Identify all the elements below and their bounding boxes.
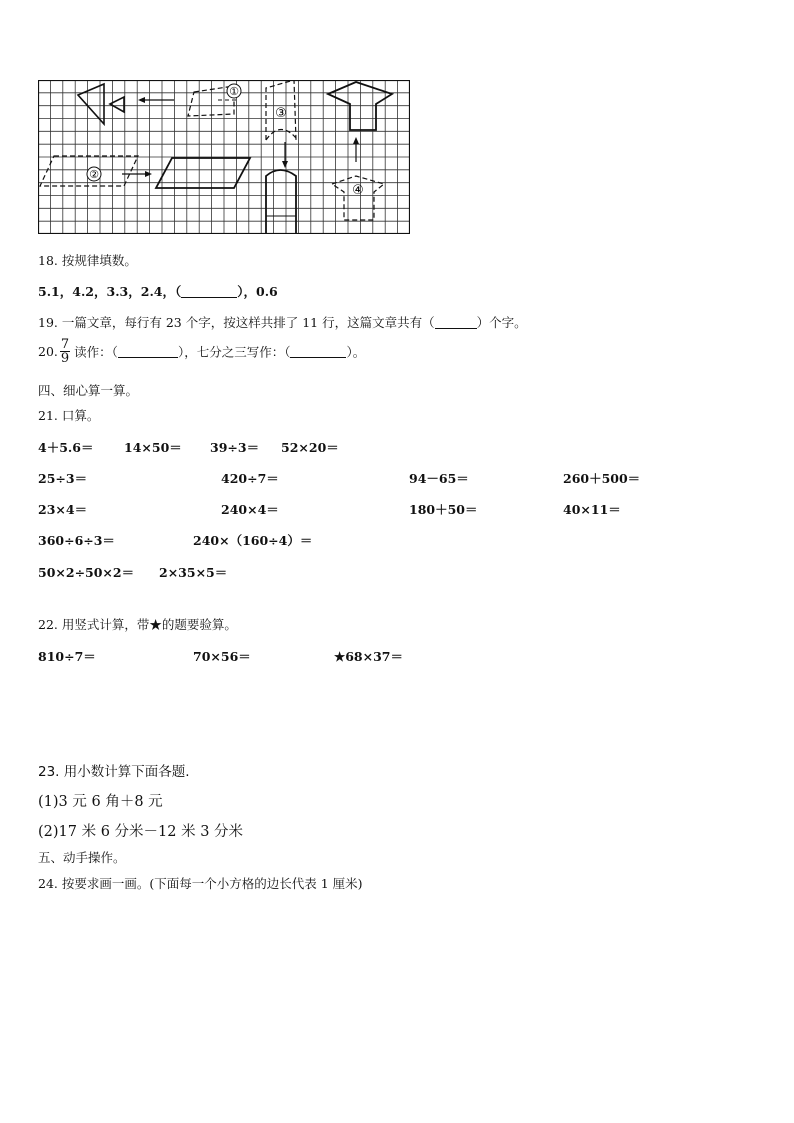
q19-text: 一篇文章，每行有 23 个字，按这样共排了 11 行，这篇文章共有（ [61,315,435,330]
q20-write-blank[interactable] [290,345,346,358]
q20-read-blank[interactable] [118,345,178,358]
solid-parallelogram [156,158,250,188]
calc-item: 50×2÷50×2＝ [38,565,135,580]
q24-prompt: 按要求画一画。(下面每一个小方格的边长代表 1 厘米) [61,876,363,891]
calc-item: 94－65＝ [409,471,469,486]
q18-number: 18. [38,253,58,268]
q23-prompt: 用小数计算下面各题. [63,764,190,780]
calc-item: 52×20＝ [281,440,339,455]
calc-item: 4＋5.6＝ [38,440,94,455]
section-4-title: 四、细心算一算。 [38,383,139,398]
q19-answer-blank[interactable] [435,316,477,329]
calc-item: 23×4＝ [38,502,88,517]
calc-item: 240×4＝ [221,502,279,517]
label-2: ② [89,168,99,181]
label-1: ① [229,85,239,98]
label-4: ④ [352,183,364,198]
calc-item: 39÷3＝ [210,440,260,455]
calc-item: 25÷3＝ [38,471,88,486]
vertical-calc-item: ★68×37＝ [334,649,403,664]
q23-item-1: (1)3 元 6 角＋8 元 [38,794,163,810]
solid-arch-shape [266,170,296,233]
q20-fraction: $\frac{7}{9}$ [60,337,70,366]
calc-item: 180＋50＝ [409,502,478,517]
calc-item: 40×11＝ [563,502,621,517]
q18-sequence: 5.1，4.2，3.3，2.4，（ ），0.6 [38,284,278,299]
calc-item: 14×50＝ [124,440,182,455]
q23-item-2: (2)17 米 6 分米－12 米 3 分米 [38,824,244,840]
question-23: 23. 用小数计算下面各题. [38,764,190,780]
q21-prompt: 口算。 [61,408,100,423]
label-3: ③ [275,106,287,121]
calc-item: 260＋500＝ [563,471,641,486]
question-19: 19. 一篇文章，每行有 23 个字，按这样共排了 11 行，这篇文章共有（ ）个字。 [38,315,527,330]
calc-item: 2×35×5＝ [159,565,228,580]
calc-item: 240×（160÷4）＝ [193,533,313,548]
question-22: 22. 用竖式计算，带★的题要验算。 [38,617,237,632]
q18-answer-blank[interactable] [181,285,237,298]
vertical-calc-item: 810÷7＝ [38,649,96,664]
section-5-title: 五、动手操作。 [38,850,126,865]
question-24: 24. 按要求画一画。(下面每一个小方格的边长代表 1 厘米) [38,876,363,891]
question-21: 21. 口算。 [38,408,100,423]
q18-prompt: 按规律填数。 [61,253,137,268]
calc-item: 360÷6÷3＝ [38,533,115,548]
calc-item: 420÷7＝ [221,471,279,486]
question-20: 20. $\frac{7}{9}$ 读作：（ ），七分之三写作：（ ）。 [38,337,366,366]
question-18 [38,251,137,269]
vertical-calc-item: 70×56＝ [193,649,251,664]
translation-grid-figure [38,80,410,234]
q22-prompt: 用竖式计算，带★的题要验算。 [61,617,237,632]
